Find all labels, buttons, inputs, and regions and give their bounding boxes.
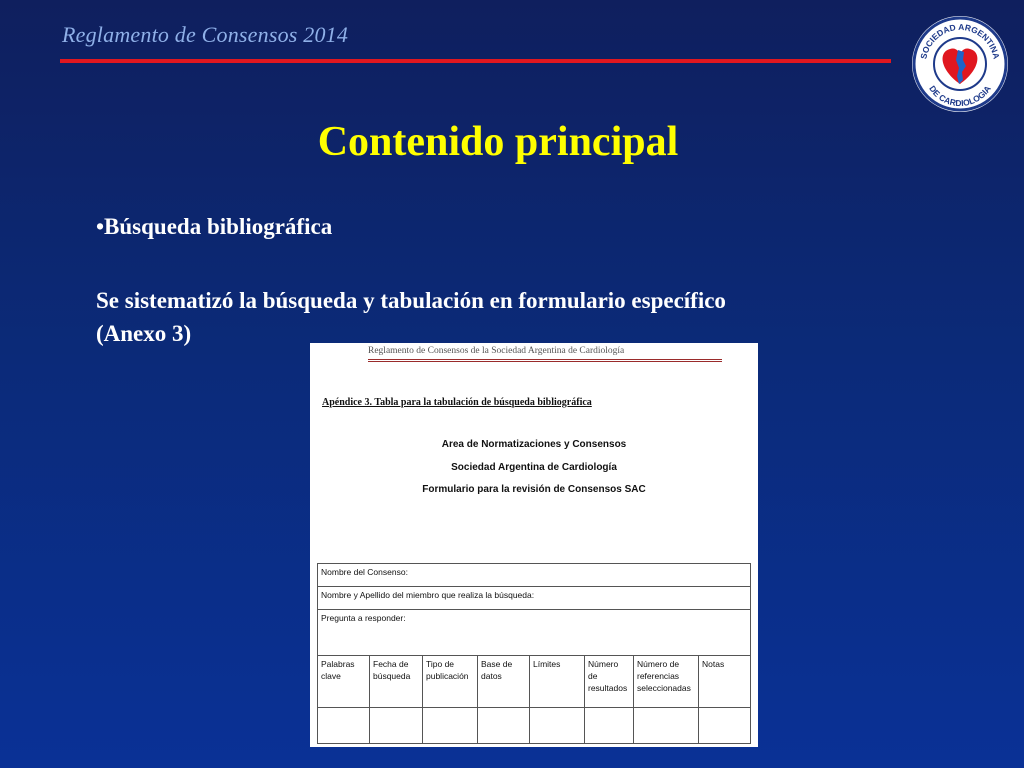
form-col-limites: Límites xyxy=(530,656,585,708)
search-form-table xyxy=(317,563,751,744)
bullet-busqueda: •Búsqueda bibliográfica xyxy=(96,214,333,239)
document-line-area: Area de Normatizaciones y Consensos xyxy=(441,439,627,450)
form-col-fecha: Fecha de búsqueda xyxy=(370,656,423,708)
form-miembro: Nombre y Apellido del miembro que realiza la búsqueda: xyxy=(318,587,751,610)
header-rule xyxy=(60,59,891,63)
body-line-2: (Anexo 3) xyxy=(96,321,192,346)
form-cell-empty xyxy=(370,708,423,744)
form-cell-empty xyxy=(478,708,530,744)
document-header: Reglamento de Consensos de la Sociedad Argentina de Cardiología xyxy=(368,346,625,356)
form-col-base: Base de datos xyxy=(478,656,530,708)
document-header-rule xyxy=(368,359,722,362)
logo-text-top: SOCIEDAD ARGENTINA xyxy=(918,21,1002,60)
form-cell-empty xyxy=(699,708,751,744)
document-line-society: Sociedad Argentina de Cardiología xyxy=(451,462,617,473)
logo-text-bottom: DE CARDIOLOGIA xyxy=(927,83,993,109)
form-pregunta: Pregunta a responder: xyxy=(318,610,751,656)
body-text xyxy=(96,284,916,350)
document-appendix-title: Apéndice 3. Tabla para la tabulación de búsqueda bibliográfica xyxy=(322,397,592,408)
form-cell-empty xyxy=(318,708,370,744)
document-line-form: Formulario para la revisión de Consensos SAC xyxy=(422,484,646,495)
form-col-resultados: Número de resultados xyxy=(585,656,634,708)
form-cell-empty xyxy=(530,708,585,744)
form-col-notas: Notas xyxy=(699,656,751,708)
form-col-referencias: Número de referencias seleccionadas xyxy=(634,656,699,708)
body-line-1: Se sistematizó la búsqueda y tabulación en formulario específico xyxy=(96,288,726,313)
header-title: Reglamento de Consensos 2014 xyxy=(62,22,349,47)
slide-title: Contenido principal xyxy=(317,119,679,165)
form-col-tipo: Tipo de publicación xyxy=(423,656,478,708)
form-cell-empty xyxy=(585,708,634,744)
form-cell-empty xyxy=(634,708,699,744)
form-cell-empty xyxy=(423,708,478,744)
document-image xyxy=(310,343,758,747)
form-col-palabras: Palabras clave xyxy=(318,656,370,708)
sac-logo xyxy=(910,14,1010,114)
form-consenso: Nombre del Consenso: xyxy=(318,564,751,587)
